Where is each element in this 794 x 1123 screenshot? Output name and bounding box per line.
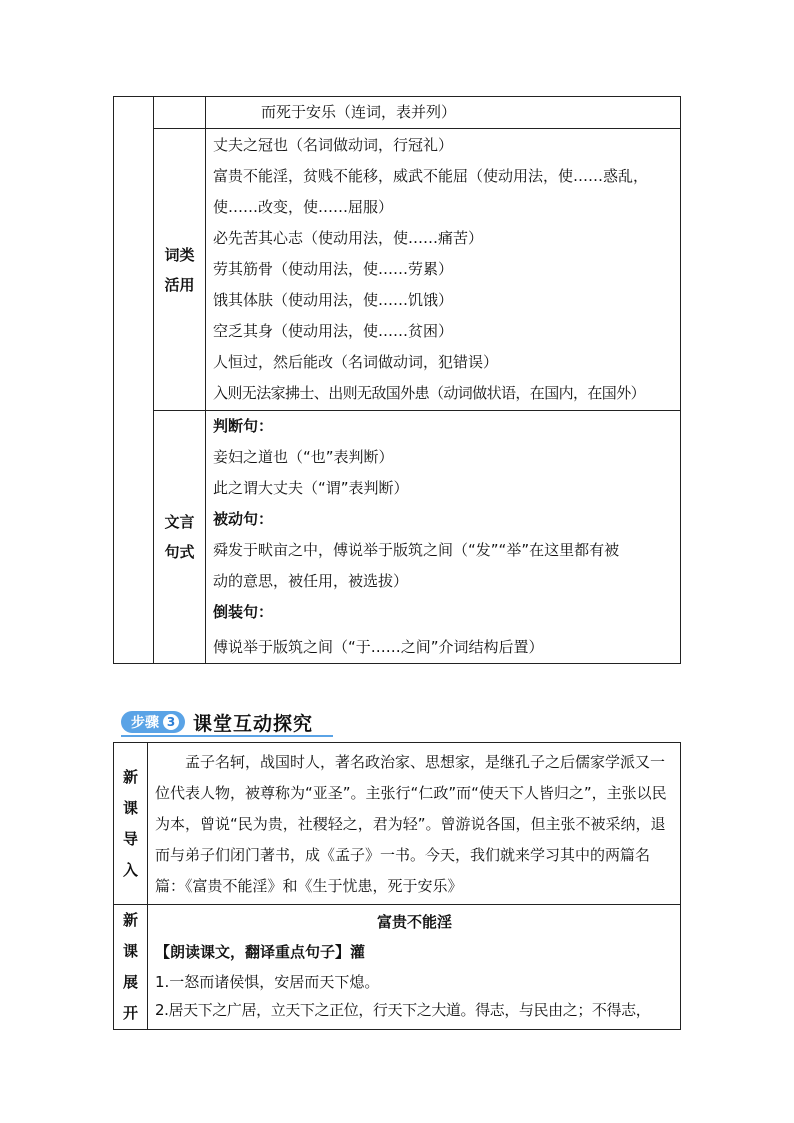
- lesson-heading-text: 【朗读课文，翻译重点句子】: [155, 943, 351, 961]
- sentence-line: 妾妇之道也（“也”表判断）: [213, 448, 394, 466]
- step-label: 步骤: [131, 715, 159, 731]
- sentence-pattern-label: [154, 411, 206, 664]
- word-class-line: 入则无法家拂士、出则无敌国外患（动词做状语，在国内，在国外）: [213, 384, 646, 402]
- top-row-text: 而死于安乐（连词，表并列）: [261, 103, 457, 121]
- passive-heading: 被动句：: [213, 510, 274, 528]
- step-header: [121, 710, 313, 734]
- intro-label-char: 新: [122, 767, 138, 786]
- step-badge: [121, 711, 185, 733]
- word-class-line: 人恒过，然后能改（名词做动词，犯错误）: [213, 353, 499, 371]
- intro-label-char: 入: [122, 860, 138, 879]
- expand-label: [114, 905, 148, 1030]
- inversion-heading: 倒装句：: [213, 603, 274, 621]
- word-class-line: 富贵不能淫，贫贱不能移，威武不能屈（使动用法，使……惑乱，: [213, 167, 649, 185]
- grammar-table: [113, 96, 681, 664]
- table-left-empty-cell: [114, 97, 154, 664]
- lesson-line: 1.一怒而诸侯惧，安居而天下熄。: [155, 973, 380, 991]
- word-class-line: 空乏其身（使动用法，使……贫困）: [213, 322, 454, 340]
- expand-content: [148, 905, 681, 1030]
- judgment-heading: 判断句：: [213, 417, 274, 435]
- intro-label-char: 课: [122, 798, 138, 817]
- table-empty-label-cell: [154, 97, 206, 129]
- top-row-cell: [206, 97, 681, 129]
- word-class-line: 必先苦其心志（使动用法，使……痛苦）: [213, 229, 484, 247]
- intro-text: 孟子名轲，战国时人，著名政治家、思想家，是继孔子之后儒家学派又一位代表人物，被尊称为“亚圣”。主张行“仁政”而“使天下人皆归之”，主张以民为本，曾说“民为贵，社稷轻之，君为轻”。曾游说各国，但主张不被采纳，退而与弟子们闭门著书，成《孟子》一书。今天，我们就来学习其中的两篇名篇：《富贵不能淫》和《生于忧患，死于安乐》: [148, 743, 681, 905]
- word-class-label-line2: 活用: [164, 275, 195, 294]
- sentence-pattern-content: [206, 411, 681, 664]
- sentence-line: 动的意思，被任用，被选拔）: [213, 572, 409, 590]
- intro-label: [114, 743, 148, 905]
- sentence-line: 此之谓大丈夫（“谓”表判断）: [213, 479, 409, 497]
- sentence-line: 傅说举于版筑之间（“于……之间”介词结构后置）: [213, 638, 544, 656]
- word-class-line: 饿其体肤（使动用法，使……饥饿）: [213, 291, 454, 309]
- word-class-line: 丈夫之冠也（名词做动词，行冠礼）: [213, 136, 454, 154]
- intro-label-char: 导: [122, 829, 138, 848]
- sentence-pattern-label-line2: 句式: [164, 543, 195, 561]
- expand-label-char: 展: [122, 973, 138, 991]
- lesson-title: 富贵不能淫: [376, 913, 452, 931]
- lesson-section-heading: [155, 937, 674, 968]
- word-class-line: 劳其筋骨（使动用法，使……劳累）: [213, 260, 454, 278]
- lesson-table: [113, 742, 681, 1030]
- word-class-label: [154, 129, 206, 411]
- lesson-line: 2.居天下之广居，立天下之正位，行天下之大道。得志，与民由之；不得志，: [155, 1001, 651, 1019]
- expand-label-char: 开: [122, 1004, 138, 1022]
- sentence-line: 舜发于畎亩之中，傅说举于版筑之间（“发”“举”在这里都有被: [213, 541, 620, 559]
- word-class-line: 使……改变，使……屈服）: [213, 198, 394, 216]
- word-class-label-line1: 词类: [164, 245, 195, 264]
- step-underline: [121, 735, 333, 737]
- step-number: 3: [163, 714, 179, 730]
- step-title: 课堂互动探究: [193, 712, 314, 735]
- word-class-content: [206, 129, 681, 411]
- expand-label-char: 新: [122, 911, 138, 929]
- sentence-pattern-label-line1: 文言: [164, 513, 195, 531]
- lesson-heading-tail: 灌: [350, 943, 366, 961]
- expand-label-char: 课: [122, 942, 138, 960]
